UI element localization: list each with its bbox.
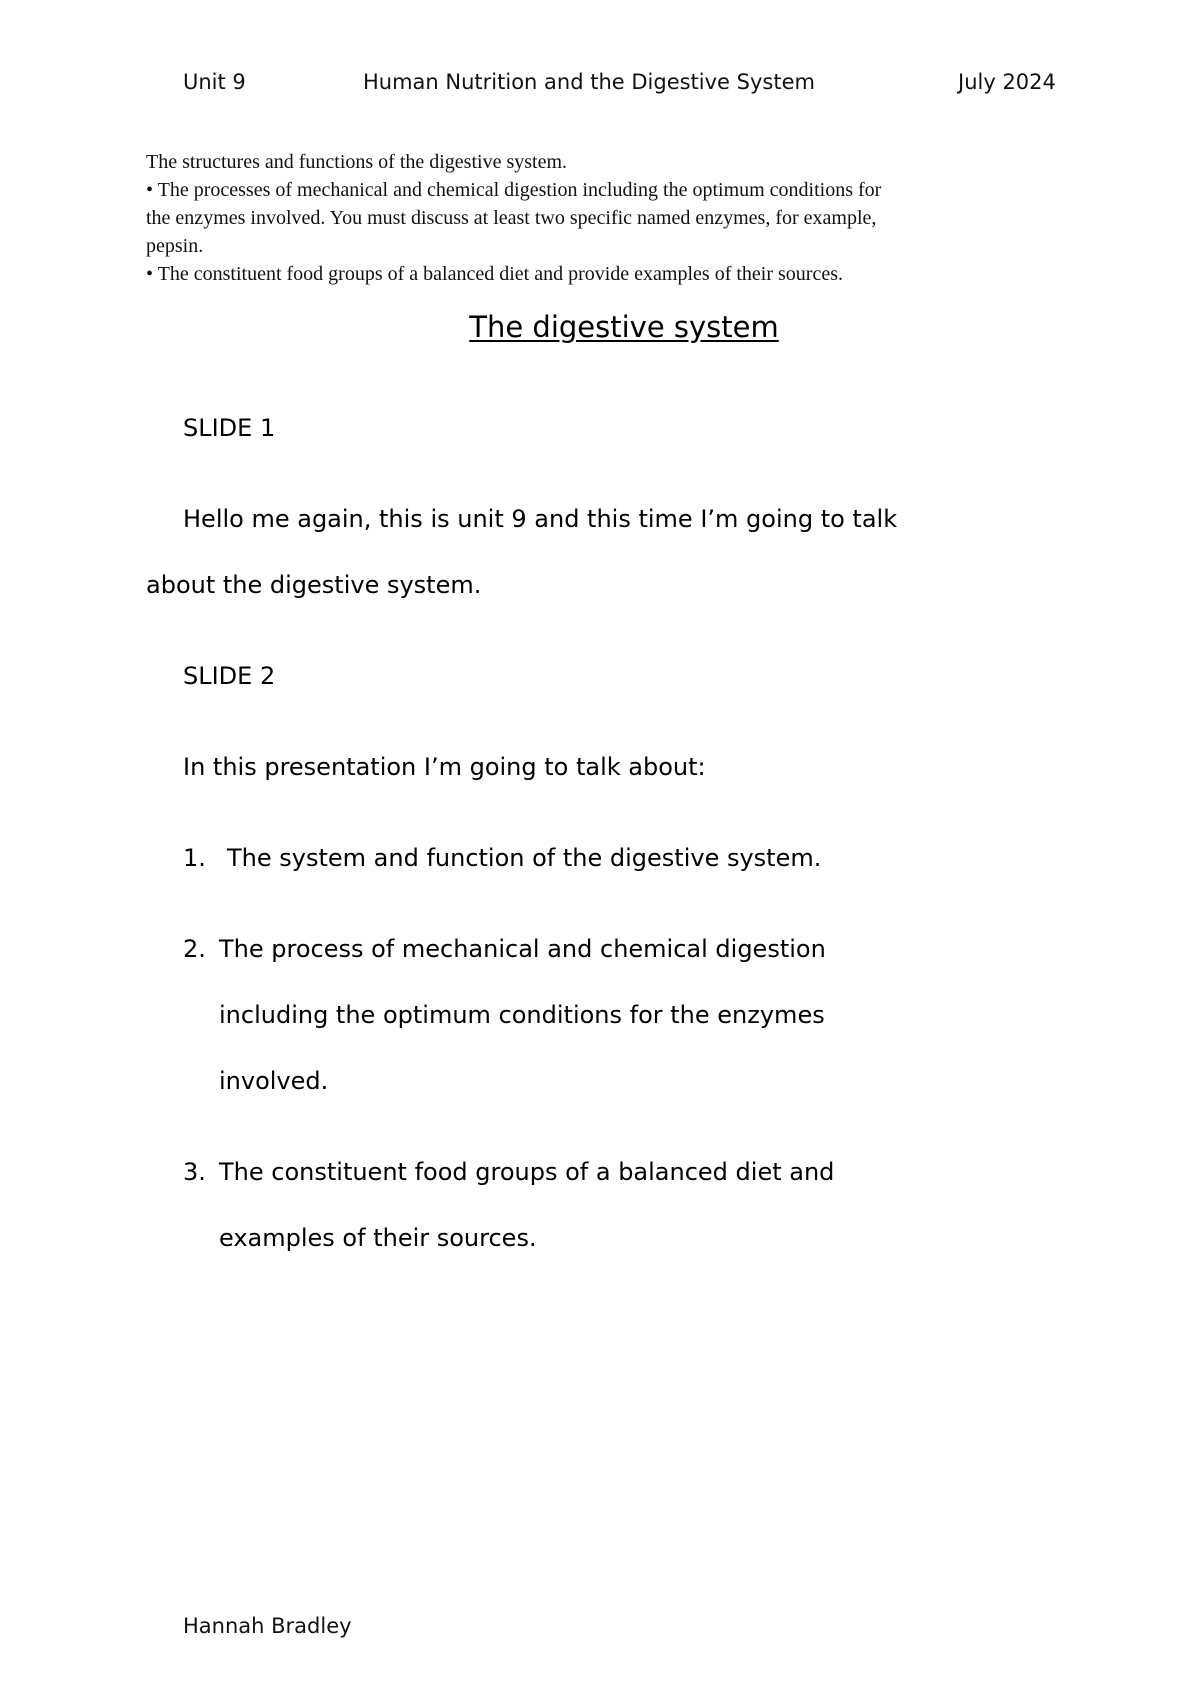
list-item-text: including the optimum conditions for the enzymes xyxy=(219,1001,825,1029)
brief-line: pepsin. xyxy=(146,235,204,257)
brief-line: the enzymes involved. You must discuss at least two specific named enzymes, for example, xyxy=(146,207,877,229)
list-item-number: 2. xyxy=(183,935,206,963)
page-header xyxy=(0,70,1200,100)
slide-2-label: SLIDE 2 xyxy=(183,662,276,690)
slide-1-label: SLIDE 1 xyxy=(183,414,276,442)
brief-line: • The processes of mechanical and chemical digestion including the optimum conditions for xyxy=(146,179,882,201)
list-item-text: involved. xyxy=(219,1067,329,1095)
header-topic: Human Nutrition and the Digestive System xyxy=(363,70,815,94)
header-unit: Unit 9 xyxy=(183,70,246,94)
list-item-text: examples of their sources. xyxy=(219,1224,537,1252)
brief-line: The structures and functions of the digestive system. xyxy=(146,151,568,173)
list-item-text: The system and function of the digestive system. xyxy=(227,844,822,872)
list-item-number: 1. xyxy=(183,844,206,872)
list-item-number: 3. xyxy=(183,1158,206,1186)
page-title: The digestive system xyxy=(469,310,779,344)
slide-1-text-line: about the digestive system. xyxy=(146,571,482,599)
slide-2-lead: In this presentation I’m going to talk about: xyxy=(183,753,706,781)
slide-1-text-line: Hello me again, this is unit 9 and this time I’m going to talk xyxy=(183,505,898,533)
brief-line: • The constituent food groups of a balanced diet and provide examples of their sources. xyxy=(146,263,843,285)
list-item-text: The constituent food groups of a balanced diet and xyxy=(219,1158,835,1186)
page-footer-author: Hannah Bradley xyxy=(183,1614,352,1638)
list-item-text: The process of mechanical and chemical digestion xyxy=(219,935,826,963)
header-date: July 2024 xyxy=(958,70,1056,94)
assignment-brief xyxy=(146,148,1066,288)
